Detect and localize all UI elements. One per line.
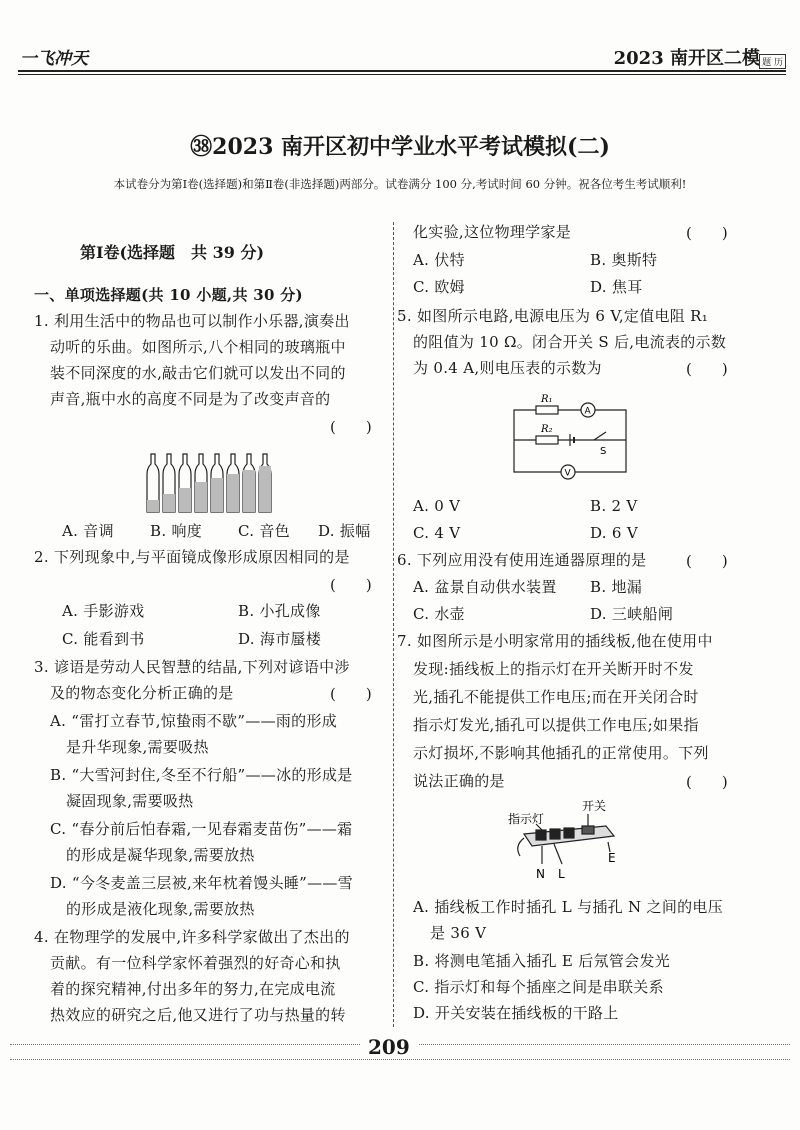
socket-1: [536, 830, 546, 840]
q5-option-c: C. 4 V: [413, 524, 461, 542]
q3-option-a-1: A. “雷打立春节,惊蛰雨不歇”——雨的形成: [50, 712, 338, 730]
bottle-1: [147, 454, 159, 512]
q2-option-b: B. 小孔成像: [238, 602, 321, 620]
header-logo-text: 一飞冲天: [20, 49, 88, 69]
switch-button: [582, 826, 594, 834]
q2-option-c: C. 能看到书: [62, 630, 145, 648]
page-number: 209: [360, 1035, 418, 1059]
q4-option-c: C. 欧姆: [413, 278, 465, 296]
q2-option-d: D. 海市蜃楼: [238, 630, 322, 648]
q3-answer-paren: ( ): [330, 685, 372, 703]
q5-option-a: A. 0 V: [413, 497, 461, 515]
q1-option-a: A. 音调: [62, 522, 114, 540]
q7-option-a-1: A. 插线板工作时插孔 L 与插孔 N 之间的电压: [413, 898, 724, 916]
part-title: 一、单项选择题(共 10 小题,共 30 分): [34, 286, 303, 304]
q4-option-a: A. 伏特: [413, 251, 465, 269]
q1-line-1: 1. 利用生活中的物品也可以制作小乐器,演奏出: [34, 312, 350, 330]
q7-option-a-2: 是 36 V: [430, 924, 487, 942]
q5-line-2: 的阻值为 10 Ω。闭合开关 S 后,电流表的示数: [413, 333, 727, 351]
q4-line-4: 热效应的研究之后,他又进行了功与热量的转: [50, 1006, 346, 1024]
label-n: N: [536, 867, 545, 881]
q5-option-b: B. 2 V: [590, 497, 638, 515]
paper-intro: 本试卷分为第Ⅰ卷(选择题)和第Ⅱ卷(非选择题)两部分。试卷满分 100 分,考试时间 60 分钟。祝各位考生考试顺利!: [113, 177, 687, 191]
q4-option-b: B. 奥斯特: [590, 251, 658, 269]
bottle-5: [211, 454, 223, 512]
bottle-7: [243, 454, 255, 512]
power-cord: [518, 838, 524, 856]
q1-option-c: C. 音色: [238, 522, 290, 540]
q3-line-1: 3. 谚语是劳动人民智慧的结晶,下列对谚语中涉: [34, 658, 350, 676]
q1-option-b: B. 响度: [150, 522, 203, 540]
q6-option-c: C. 水壶: [413, 605, 465, 623]
q7-line-6: 说法正确的是: [413, 772, 505, 790]
q7-line-1: 7. 如图所示是小明家常用的插线板,他在使用中: [397, 632, 713, 650]
header-rule: [18, 70, 786, 72]
q7-line-5: 示灯损坏,不影响其他插孔的正常使用。下列: [413, 744, 709, 762]
q1-option-d: D. 振幅: [318, 522, 371, 540]
label-voltmeter: V: [564, 468, 571, 479]
bottle-8: [259, 454, 271, 512]
bottle-2: [163, 454, 175, 512]
q4-line-2: 贡献。有一位科学家怀着强烈的好奇心和执: [50, 954, 341, 972]
q3-option-b-2: 凝固现象,需要吸热: [66, 792, 194, 810]
q3-option-b-1: B. “大雪河封住,冬至不行船”——冰的形成是: [50, 766, 353, 784]
paper-title: ㊳2023 南开区初中学业水平考试模拟(二): [190, 134, 610, 160]
socket-3: [564, 828, 574, 838]
q4-answer-paren: ( ): [686, 224, 728, 242]
header-exam-title: 2023 南开区二模: [613, 48, 760, 69]
label-ammeter: A: [584, 406, 591, 417]
q2-stem: 2. 下列现象中,与平面镜成像形成原因相同的是: [34, 548, 350, 566]
q7-option-b: B. 将测电笔插入插孔 E 后氖管会发光: [413, 952, 671, 970]
q7-option-c: C. 指示灯和每个插座之间是串联关系: [413, 978, 664, 996]
label-l: L: [558, 867, 565, 881]
label-e: E: [608, 851, 616, 865]
q3-option-a-2: 是升华现象,需要吸热: [66, 738, 209, 756]
q6-option-d: D. 三峡船闸: [590, 605, 674, 623]
q1-bottles-figure: [145, 452, 285, 514]
q6-option-a: A. 盆景自动供水装置: [413, 578, 557, 596]
q2-option-a: A. 手影游戏: [62, 602, 145, 620]
q4-line-5: 化实验,这位物理学家是: [413, 223, 572, 241]
label-switch: S: [600, 446, 607, 457]
q1-line-4: 声音,瓶中水的高度不同是为了改变声音的: [50, 390, 331, 408]
socket-2: [550, 829, 560, 839]
q6-option-b: B. 地漏: [590, 578, 643, 596]
q1-line-2: 动听的乐曲。如图所示,八个相同的玻璃瓶中: [50, 338, 346, 356]
label-r2: R₂: [541, 424, 553, 435]
q3-line-2: 及的物态变化分析正确的是: [50, 684, 234, 702]
q4-line-1: 4. 在物理学的发展中,许多科学家做出了杰出的: [34, 928, 350, 946]
q4-option-d: D. 焦耳: [590, 278, 643, 296]
section-title: 第Ⅰ卷(选择题 共 39 分): [80, 243, 265, 262]
q2-answer-paren: ( ): [330, 576, 372, 594]
q6-stem: 6. 下列应用没有使用连通器原理的是: [397, 551, 647, 569]
q1-answer-paren: ( ): [330, 418, 372, 436]
label-r1: R₁: [541, 394, 553, 405]
q4-line-3: 着的探究精神,付出多年的努力,在完成电流: [50, 980, 336, 998]
q5-option-d: D. 6 V: [590, 524, 638, 542]
q7-power-strip-figure: [496, 796, 646, 886]
q7-line-3: 光,插孔不能提供工作电压;而在开关闭合时: [413, 688, 699, 706]
column-divider: [393, 222, 394, 1027]
q3-option-d-2: 的形成是液化现象,需要放热: [66, 900, 255, 918]
header-corner-marks: 题 历: [759, 54, 786, 69]
q3-option-c-1: C. “春分前后怕春霜,一见春霜麦苗伤”——霜: [50, 820, 353, 838]
q1-line-3: 装不同深度的水,敲击它们就可以发出不同的: [50, 364, 346, 382]
q5-line-1: 5. 如图所示电路,电源电压为 6 V,定值电阻 R₁: [397, 307, 709, 325]
bottle-3: [179, 454, 191, 512]
q7-option-d: D. 开关安装在插线板的干路上: [413, 1004, 619, 1022]
label-switch-text: 开关: [582, 799, 607, 813]
q7-line-2: 发现:插线板上的指示灯在开关断开时不发: [413, 660, 694, 678]
q3-option-c-2: 的形成是凝华现象,需要放热: [66, 846, 255, 864]
resistor-r1: [536, 406, 558, 414]
q6-answer-paren: ( ): [686, 552, 728, 570]
q7-line-4: 指示灯发光,插孔可以提供工作电压;如果指: [413, 716, 699, 734]
header-rule-thin: [18, 74, 786, 75]
q3-option-d-1: D. “今冬麦盖三层被,来年枕着馒头睡”——雪: [50, 874, 354, 892]
q5-answer-paren: ( ): [686, 360, 728, 378]
q5-line-3: 为 0.4 A,则电压表的示数为: [413, 359, 602, 377]
switch-blade: [594, 432, 606, 440]
bottle-6: [227, 454, 239, 512]
label-indicator: 指示灯: [508, 812, 545, 826]
resistor-r2: [536, 436, 558, 444]
q5-circuit-diagram: [508, 392, 638, 488]
q7-answer-paren: ( ): [686, 773, 728, 791]
bottle-4: [195, 454, 207, 512]
l-leader: [554, 844, 562, 864]
